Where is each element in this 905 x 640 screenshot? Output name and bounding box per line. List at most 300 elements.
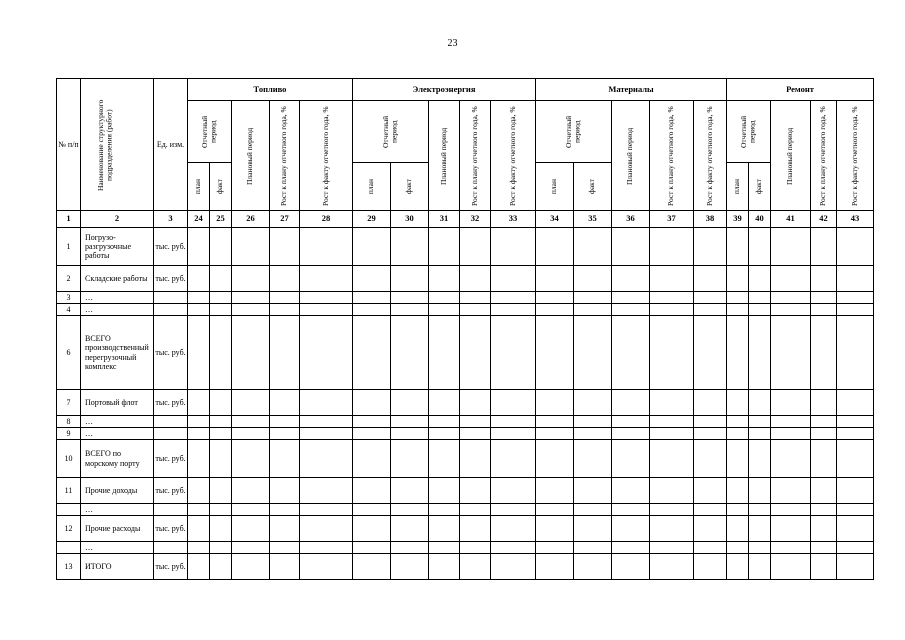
column-numbers-row bbox=[57, 211, 874, 228]
value-cell[interactable] bbox=[491, 304, 536, 316]
value-cell[interactable] bbox=[650, 228, 694, 266]
value-cell[interactable] bbox=[270, 554, 300, 580]
value-cell[interactable] bbox=[811, 428, 837, 440]
value-cell[interactable] bbox=[574, 428, 612, 440]
value-cell[interactable] bbox=[536, 416, 574, 428]
value-cell[interactable] bbox=[460, 304, 491, 316]
value-cell[interactable] bbox=[270, 428, 300, 440]
value-cell[interactable] bbox=[232, 440, 270, 478]
value-cell[interactable] bbox=[749, 228, 771, 266]
value-cell[interactable] bbox=[188, 504, 210, 516]
value-cell[interactable] bbox=[232, 228, 270, 266]
value-cell[interactable] bbox=[188, 292, 210, 304]
value-cell[interactable] bbox=[694, 554, 727, 580]
column-number: 1 bbox=[57, 211, 81, 228]
value-cell[interactable] bbox=[749, 554, 771, 580]
value-cell[interactable] bbox=[837, 390, 874, 416]
value-cell[interactable] bbox=[574, 304, 612, 316]
value-cell[interactable] bbox=[188, 228, 210, 266]
value-cell[interactable] bbox=[749, 390, 771, 416]
value-cell[interactable] bbox=[811, 304, 837, 316]
value-cell[interactable] bbox=[353, 390, 391, 416]
value-cell[interactable] bbox=[727, 228, 749, 266]
value-cell[interactable] bbox=[771, 516, 811, 542]
value-cell[interactable] bbox=[694, 390, 727, 416]
value-cell[interactable] bbox=[749, 542, 771, 554]
value-cell[interactable] bbox=[391, 504, 429, 516]
value-cell[interactable] bbox=[612, 304, 650, 316]
value-cell[interactable] bbox=[188, 390, 210, 416]
value-cell[interactable] bbox=[650, 416, 694, 428]
value-cell[interactable] bbox=[612, 516, 650, 542]
value-cell[interactable] bbox=[460, 316, 491, 390]
value-cell[interactable] bbox=[429, 478, 460, 504]
value-cell[interactable] bbox=[300, 440, 353, 478]
value-cell[interactable] bbox=[429, 516, 460, 542]
value-cell[interactable] bbox=[391, 266, 429, 292]
value-cell[interactable] bbox=[353, 504, 391, 516]
value-cell[interactable] bbox=[811, 316, 837, 390]
value-cell[interactable] bbox=[612, 316, 650, 390]
value-cell[interactable] bbox=[300, 516, 353, 542]
value-cell[interactable] bbox=[429, 228, 460, 266]
value-cell[interactable] bbox=[391, 292, 429, 304]
value-cell[interactable] bbox=[811, 390, 837, 416]
value-cell[interactable] bbox=[536, 390, 574, 416]
value-cell[interactable] bbox=[300, 478, 353, 504]
value-cell[interactable] bbox=[749, 304, 771, 316]
value-cell[interactable] bbox=[536, 292, 574, 304]
value-cell[interactable] bbox=[460, 542, 491, 554]
value-cell[interactable] bbox=[837, 478, 874, 504]
value-cell[interactable] bbox=[811, 478, 837, 504]
value-cell[interactable] bbox=[300, 292, 353, 304]
value-cell[interactable] bbox=[694, 504, 727, 516]
value-cell[interactable] bbox=[210, 542, 232, 554]
value-cell[interactable] bbox=[491, 516, 536, 542]
value-cell[interactable] bbox=[353, 516, 391, 542]
value-cell[interactable] bbox=[491, 428, 536, 440]
value-cell[interactable] bbox=[429, 542, 460, 554]
row-unit bbox=[154, 292, 188, 304]
value-cell[interactable] bbox=[771, 554, 811, 580]
value-cell[interactable] bbox=[574, 316, 612, 390]
value-cell[interactable] bbox=[210, 416, 232, 428]
value-cell[interactable] bbox=[650, 304, 694, 316]
value-cell[interactable] bbox=[232, 542, 270, 554]
value-cell[interactable] bbox=[429, 292, 460, 304]
value-cell[interactable] bbox=[232, 478, 270, 504]
value-cell[interactable] bbox=[391, 428, 429, 440]
value-cell[interactable] bbox=[612, 428, 650, 440]
value-cell[interactable] bbox=[574, 504, 612, 516]
value-cell[interactable] bbox=[353, 478, 391, 504]
value-cell[interactable] bbox=[612, 554, 650, 580]
value-cell[interactable] bbox=[460, 478, 491, 504]
value-cell[interactable] bbox=[837, 316, 874, 390]
reporting-period-repair: Отчетный период bbox=[727, 101, 771, 163]
value-cell[interactable] bbox=[188, 478, 210, 504]
value-cell[interactable] bbox=[210, 440, 232, 478]
value-cell[interactable] bbox=[188, 542, 210, 554]
value-cell[interactable] bbox=[574, 266, 612, 292]
value-cell[interactable] bbox=[460, 416, 491, 428]
value-cell[interactable] bbox=[232, 554, 270, 580]
value-cell[interactable] bbox=[210, 478, 232, 504]
value-cell[interactable] bbox=[210, 304, 232, 316]
value-cell[interactable] bbox=[612, 266, 650, 292]
value-cell[interactable] bbox=[574, 542, 612, 554]
value-cell[interactable] bbox=[232, 304, 270, 316]
value-cell[interactable] bbox=[837, 440, 874, 478]
table-row bbox=[57, 304, 874, 316]
value-cell[interactable] bbox=[771, 416, 811, 428]
value-cell[interactable] bbox=[491, 292, 536, 304]
value-cell[interactable] bbox=[727, 304, 749, 316]
value-cell[interactable] bbox=[574, 228, 612, 266]
value-cell[interactable] bbox=[650, 292, 694, 304]
value-cell[interactable] bbox=[270, 292, 300, 304]
value-cell[interactable] bbox=[771, 542, 811, 554]
growth-fact-materials: Рост к факту отчетного года, % bbox=[694, 101, 727, 211]
value-cell[interactable] bbox=[429, 390, 460, 416]
value-cell[interactable] bbox=[727, 266, 749, 292]
row-name: … bbox=[81, 428, 154, 440]
value-cell[interactable] bbox=[771, 292, 811, 304]
value-cell[interactable] bbox=[612, 416, 650, 428]
row-name: … bbox=[81, 542, 154, 554]
value-cell[interactable] bbox=[811, 416, 837, 428]
value-cell[interactable] bbox=[491, 542, 536, 554]
value-cell[interactable] bbox=[694, 416, 727, 428]
value-cell[interactable] bbox=[300, 266, 353, 292]
value-cell[interactable] bbox=[270, 440, 300, 478]
value-cell[interactable] bbox=[771, 504, 811, 516]
value-cell[interactable] bbox=[391, 478, 429, 504]
value-cell[interactable] bbox=[210, 428, 232, 440]
value-cell[interactable] bbox=[771, 316, 811, 390]
value-cell[interactable] bbox=[300, 542, 353, 554]
value-cell[interactable] bbox=[536, 554, 574, 580]
value-cell[interactable] bbox=[210, 316, 232, 390]
value-cell[interactable] bbox=[300, 504, 353, 516]
value-cell[interactable] bbox=[771, 266, 811, 292]
value-cell[interactable] bbox=[353, 440, 391, 478]
value-cell[interactable] bbox=[771, 390, 811, 416]
value-cell[interactable] bbox=[536, 304, 574, 316]
value-cell[interactable] bbox=[429, 428, 460, 440]
value-cell[interactable] bbox=[460, 390, 491, 416]
value-cell[interactable] bbox=[811, 266, 837, 292]
value-cell[interactable] bbox=[727, 316, 749, 390]
value-cell[interactable] bbox=[353, 542, 391, 554]
value-cell[interactable] bbox=[188, 316, 210, 390]
value-cell[interactable] bbox=[188, 516, 210, 542]
value-cell[interactable] bbox=[353, 416, 391, 428]
value-cell[interactable] bbox=[210, 292, 232, 304]
row-number: 9 bbox=[57, 428, 81, 440]
value-cell[interactable] bbox=[536, 516, 574, 542]
value-cell[interactable] bbox=[612, 228, 650, 266]
value-cell[interactable] bbox=[536, 440, 574, 478]
value-cell[interactable] bbox=[491, 266, 536, 292]
value-cell[interactable] bbox=[694, 292, 727, 304]
value-cell[interactable] bbox=[232, 516, 270, 542]
value-cell[interactable] bbox=[491, 478, 536, 504]
value-cell[interactable] bbox=[460, 440, 491, 478]
value-cell[interactable] bbox=[391, 316, 429, 390]
value-cell[interactable] bbox=[232, 428, 270, 440]
value-cell[interactable] bbox=[837, 504, 874, 516]
value-cell[interactable] bbox=[232, 316, 270, 390]
value-cell[interactable] bbox=[811, 516, 837, 542]
value-cell[interactable] bbox=[188, 304, 210, 316]
value-cell[interactable] bbox=[460, 504, 491, 516]
value-cell[interactable] bbox=[353, 554, 391, 580]
value-cell[interactable] bbox=[232, 292, 270, 304]
value-cell[interactable] bbox=[749, 478, 771, 504]
value-cell[interactable] bbox=[749, 504, 771, 516]
value-cell[interactable] bbox=[650, 390, 694, 416]
value-cell[interactable] bbox=[811, 504, 837, 516]
value-cell[interactable] bbox=[749, 516, 771, 542]
value-cell[interactable] bbox=[612, 440, 650, 478]
value-cell[interactable] bbox=[650, 428, 694, 440]
value-cell[interactable] bbox=[391, 554, 429, 580]
value-cell[interactable] bbox=[650, 504, 694, 516]
value-cell[interactable] bbox=[353, 304, 391, 316]
value-cell[interactable] bbox=[429, 554, 460, 580]
value-cell[interactable] bbox=[574, 390, 612, 416]
value-cell[interactable] bbox=[612, 504, 650, 516]
value-cell[interactable] bbox=[232, 416, 270, 428]
value-cell[interactable] bbox=[270, 304, 300, 316]
value-cell[interactable] bbox=[270, 542, 300, 554]
value-cell[interactable] bbox=[391, 390, 429, 416]
value-cell[interactable] bbox=[210, 554, 232, 580]
value-cell[interactable] bbox=[353, 316, 391, 390]
value-cell[interactable] bbox=[650, 478, 694, 504]
value-cell[interactable] bbox=[491, 440, 536, 478]
value-cell[interactable] bbox=[536, 428, 574, 440]
value-cell[interactable] bbox=[749, 292, 771, 304]
value-cell[interactable] bbox=[612, 390, 650, 416]
value-cell[interactable] bbox=[391, 516, 429, 542]
value-cell[interactable] bbox=[650, 554, 694, 580]
value-cell[interactable] bbox=[727, 440, 749, 478]
value-cell[interactable] bbox=[300, 316, 353, 390]
value-cell[interactable] bbox=[232, 266, 270, 292]
value-cell[interactable] bbox=[837, 266, 874, 292]
value-cell[interactable] bbox=[727, 478, 749, 504]
value-cell[interactable] bbox=[429, 304, 460, 316]
value-cell[interactable] bbox=[771, 228, 811, 266]
value-cell[interactable] bbox=[749, 440, 771, 478]
value-cell[interactable] bbox=[574, 292, 612, 304]
value-cell[interactable] bbox=[536, 228, 574, 266]
value-cell[interactable] bbox=[210, 266, 232, 292]
value-cell[interactable] bbox=[694, 316, 727, 390]
value-cell[interactable] bbox=[694, 516, 727, 542]
value-cell[interactable] bbox=[811, 440, 837, 478]
value-cell[interactable] bbox=[694, 304, 727, 316]
value-cell[interactable] bbox=[811, 292, 837, 304]
value-cell[interactable] bbox=[727, 504, 749, 516]
table-row bbox=[57, 266, 874, 292]
value-cell[interactable] bbox=[727, 416, 749, 428]
value-cell[interactable] bbox=[694, 266, 727, 292]
value-cell[interactable] bbox=[353, 266, 391, 292]
value-cell[interactable] bbox=[694, 228, 727, 266]
value-cell[interactable] bbox=[391, 440, 429, 478]
value-cell[interactable] bbox=[694, 478, 727, 504]
cost-table bbox=[56, 78, 874, 580]
value-cell[interactable] bbox=[300, 554, 353, 580]
value-cell[interactable] bbox=[536, 478, 574, 504]
column-number: 30 bbox=[391, 211, 429, 228]
value-cell[interactable] bbox=[837, 304, 874, 316]
value-cell[interactable] bbox=[210, 504, 232, 516]
value-cell[interactable] bbox=[460, 516, 491, 542]
value-cell[interactable] bbox=[837, 542, 874, 554]
value-cell[interactable] bbox=[491, 504, 536, 516]
value-cell[interactable] bbox=[270, 316, 300, 390]
value-cell[interactable] bbox=[574, 554, 612, 580]
table-row bbox=[57, 228, 874, 266]
value-cell[interactable] bbox=[536, 316, 574, 390]
value-cell[interactable] bbox=[353, 228, 391, 266]
value-cell[interactable] bbox=[771, 304, 811, 316]
value-cell[interactable] bbox=[210, 516, 232, 542]
value-cell[interactable] bbox=[188, 428, 210, 440]
value-cell[interactable] bbox=[270, 516, 300, 542]
value-cell[interactable] bbox=[536, 266, 574, 292]
value-cell[interactable] bbox=[727, 292, 749, 304]
row-name: Портовый флот bbox=[81, 390, 154, 416]
value-cell[interactable] bbox=[837, 228, 874, 266]
value-cell[interactable] bbox=[574, 516, 612, 542]
value-cell[interactable] bbox=[232, 504, 270, 516]
value-cell[interactable] bbox=[727, 542, 749, 554]
value-cell[interactable] bbox=[460, 292, 491, 304]
value-cell[interactable] bbox=[727, 428, 749, 440]
value-cell[interactable] bbox=[491, 554, 536, 580]
value-cell[interactable] bbox=[460, 554, 491, 580]
value-cell[interactable] bbox=[391, 542, 429, 554]
value-cell[interactable] bbox=[811, 554, 837, 580]
value-cell[interactable] bbox=[574, 440, 612, 478]
value-cell[interactable] bbox=[429, 504, 460, 516]
value-cell[interactable] bbox=[536, 504, 574, 516]
value-cell[interactable] bbox=[491, 316, 536, 390]
value-cell[interactable] bbox=[210, 228, 232, 266]
value-cell[interactable] bbox=[232, 390, 270, 416]
value-cell[interactable] bbox=[391, 304, 429, 316]
value-cell[interactable] bbox=[749, 316, 771, 390]
value-cell[interactable] bbox=[270, 266, 300, 292]
value-cell[interactable] bbox=[270, 504, 300, 516]
row-unit: тыс. руб. bbox=[154, 266, 188, 292]
growth-plan-repair: Рост к плану отчетного года, % bbox=[811, 101, 837, 211]
value-cell[interactable] bbox=[429, 316, 460, 390]
value-cell[interactable] bbox=[727, 554, 749, 580]
column-number: 33 bbox=[491, 211, 536, 228]
value-cell[interactable] bbox=[727, 516, 749, 542]
value-cell[interactable] bbox=[694, 542, 727, 554]
value-cell[interactable] bbox=[771, 428, 811, 440]
value-cell[interactable] bbox=[491, 416, 536, 428]
value-cell[interactable] bbox=[210, 390, 232, 416]
value-cell[interactable] bbox=[460, 228, 491, 266]
value-cell[interactable] bbox=[837, 554, 874, 580]
value-cell[interactable] bbox=[429, 416, 460, 428]
value-cell[interactable] bbox=[694, 440, 727, 478]
value-cell[interactable] bbox=[650, 316, 694, 390]
value-cell[interactable] bbox=[270, 416, 300, 428]
value-cell[interactable] bbox=[837, 416, 874, 428]
value-cell[interactable] bbox=[574, 478, 612, 504]
value-cell[interactable] bbox=[837, 292, 874, 304]
value-cell[interactable] bbox=[650, 542, 694, 554]
value-cell[interactable] bbox=[694, 428, 727, 440]
value-cell[interactable] bbox=[460, 428, 491, 440]
value-cell[interactable] bbox=[270, 390, 300, 416]
value-cell[interactable] bbox=[491, 390, 536, 416]
value-cell[interactable] bbox=[188, 266, 210, 292]
value-cell[interactable] bbox=[188, 416, 210, 428]
value-cell[interactable] bbox=[650, 440, 694, 478]
value-cell[interactable] bbox=[727, 390, 749, 416]
value-cell[interactable] bbox=[391, 416, 429, 428]
row-unit bbox=[154, 416, 188, 428]
value-cell[interactable] bbox=[749, 266, 771, 292]
value-cell[interactable] bbox=[536, 542, 574, 554]
value-cell[interactable] bbox=[650, 266, 694, 292]
value-cell[interactable] bbox=[811, 542, 837, 554]
value-cell[interactable] bbox=[429, 266, 460, 292]
value-cell[interactable] bbox=[300, 416, 353, 428]
value-cell[interactable] bbox=[491, 228, 536, 266]
value-cell[interactable] bbox=[574, 416, 612, 428]
value-cell[interactable] bbox=[300, 390, 353, 416]
value-cell[interactable] bbox=[270, 228, 300, 266]
value-cell[interactable] bbox=[391, 228, 429, 266]
value-cell[interactable] bbox=[811, 228, 837, 266]
value-cell[interactable] bbox=[270, 478, 300, 504]
value-cell[interactable] bbox=[771, 478, 811, 504]
value-cell[interactable] bbox=[650, 516, 694, 542]
value-cell[interactable] bbox=[837, 428, 874, 440]
value-cell[interactable] bbox=[837, 516, 874, 542]
value-cell[interactable] bbox=[300, 428, 353, 440]
value-cell[interactable] bbox=[300, 228, 353, 266]
value-cell[interactable] bbox=[612, 542, 650, 554]
value-cell[interactable] bbox=[188, 554, 210, 580]
table-row bbox=[57, 440, 874, 478]
value-cell[interactable] bbox=[188, 440, 210, 478]
value-cell[interactable] bbox=[612, 478, 650, 504]
value-cell[interactable] bbox=[460, 266, 491, 292]
value-cell[interactable] bbox=[749, 416, 771, 428]
value-cell[interactable] bbox=[771, 440, 811, 478]
value-cell[interactable] bbox=[353, 428, 391, 440]
value-cell[interactable] bbox=[749, 428, 771, 440]
value-cell[interactable] bbox=[429, 440, 460, 478]
column-number: 35 bbox=[574, 211, 612, 228]
value-cell[interactable] bbox=[300, 304, 353, 316]
value-cell[interactable] bbox=[353, 292, 391, 304]
value-cell[interactable] bbox=[612, 292, 650, 304]
